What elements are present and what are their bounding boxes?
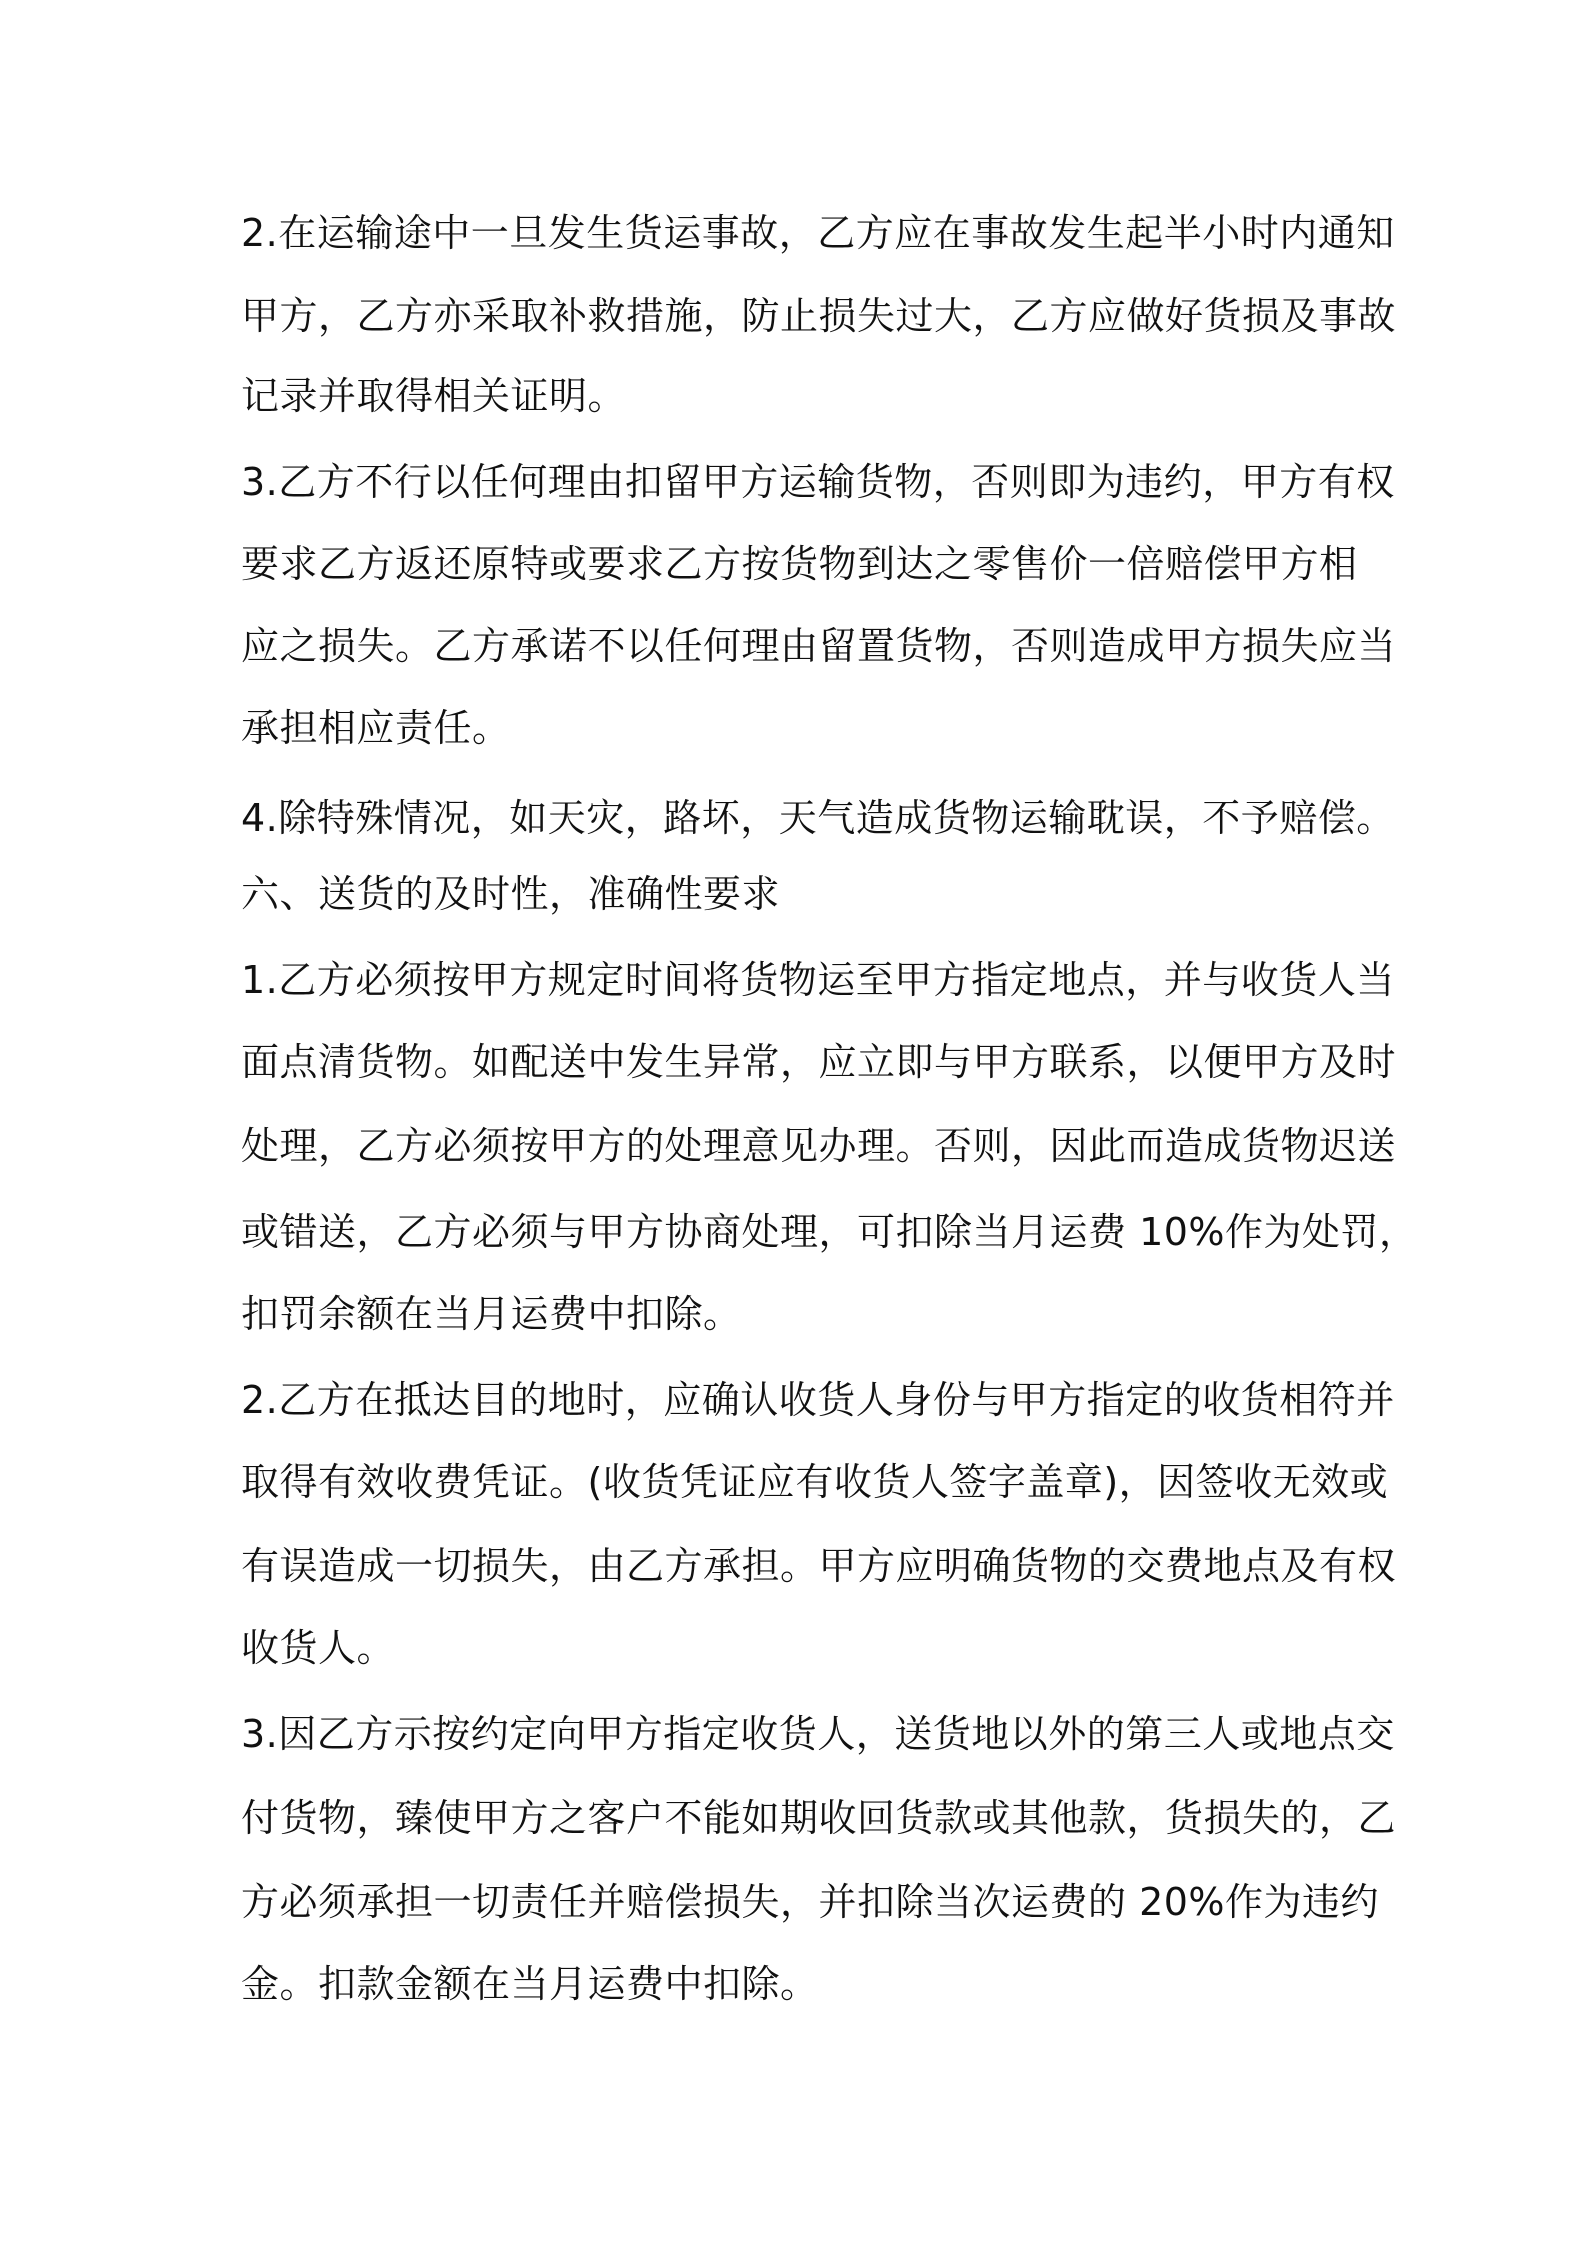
text-line: 应之损失。乙方承诺不以任何理由留置货物，否则造成甲方损失应当 — [241, 624, 1397, 668]
text-line: 3.因乙方示按约定向甲方指定收货人，送货地以外的第三人或地点交 — [241, 1712, 1395, 1756]
text-line: 承担相应责任。 — [241, 706, 511, 750]
text-line: 3.乙方不行以任何理由扣留甲方运输货物，否则即为违约，甲方有权 — [241, 460, 1395, 504]
section-heading: 六、送货的及时性，准确性要求 — [241, 872, 781, 916]
text-line: 2.在运输途中一旦发生货运事故，乙方应在事故发生起半小时内通知 — [241, 211, 1395, 255]
text-line: 4.除特殊情况，如天灾，路坏，天气造成货物运输耽误，不予赔偿。 — [241, 796, 1395, 840]
text-line: 要求乙方返还原特或要求乙方按货物到达之零售价一倍赔偿甲方相 — [241, 542, 1358, 586]
text-line: 收货人。 — [241, 1626, 396, 1670]
text-line: 处理，乙方必须按甲方的处理意见办理。否则，因此而造成货物迟送 — [241, 1124, 1397, 1168]
text-line: 甲方，乙方亦采取补救措施，防止损失过大，乙方应做好货损及事故 — [241, 294, 1397, 338]
text-line: 金。扣款金额在当月运费中扣除。 — [241, 1962, 819, 2006]
text-line: 记录并取得相关证明。 — [241, 374, 627, 418]
text-line: 面点清货物。如配送中发生异常，应立即与甲方联系，以便甲方及时 — [241, 1040, 1397, 1084]
text-line: 方必须承担一切责任并赔偿损失，并扣除当次运费的 20%作为违约 — [241, 1880, 1380, 1924]
text-line: 有误造成一切损失，由乙方承担。甲方应明确货物的交费地点及有权 — [241, 1544, 1397, 1588]
text-line: 取得有效收费凭证。(收货凭证应有收货人签字盖章)，因签收无效或 — [241, 1460, 1389, 1504]
text-line: 扣罚余额在当月运费中扣除。 — [241, 1292, 742, 1336]
text-line: 1.乙方必须按甲方规定时间将货物运至甲方指定地点，并与收货人当 — [241, 958, 1395, 1002]
text-line: 付货物，臻使甲方之客户不能如期收回货款或其他款，货损失的，乙 — [241, 1796, 1397, 1840]
text-line: 或错送，乙方必须与甲方协商处理，可扣除当月运费 10%作为处罚， — [241, 1210, 1418, 1254]
text-line: 2.乙方在抵达目的地时，应确认收货人身份与甲方指定的收货相符并 — [241, 1378, 1395, 1422]
